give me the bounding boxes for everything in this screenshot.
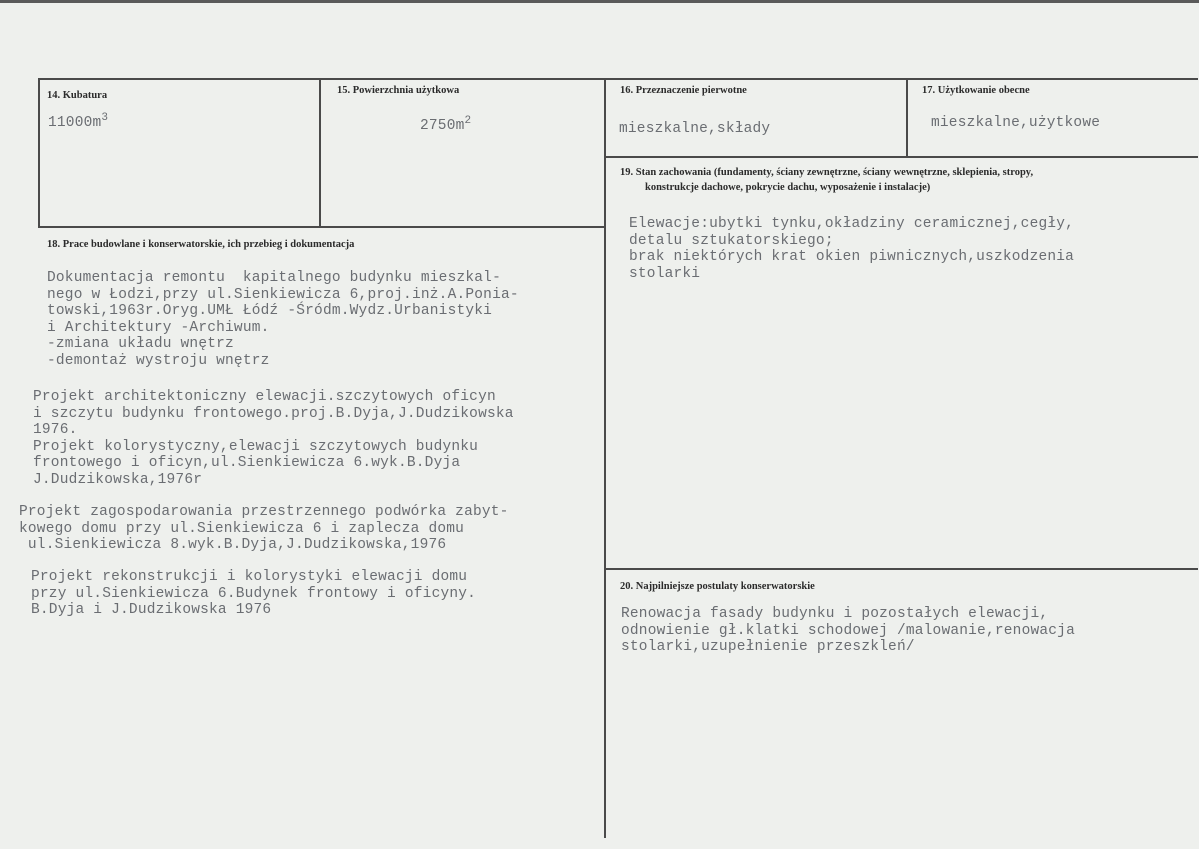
grid-line-lower-right — [604, 568, 1198, 570]
field-17-label: 17. Użytkowanie obecne — [922, 85, 1030, 96]
field-19-label-line1: 19. Stan zachowania (fundamenty, ściany zewnętrzne, ściany wewnętrzne, sklepienia, stropy, — [620, 167, 1034, 178]
field-14-value: $11000m^3$ — [48, 112, 109, 131]
field-20-value: Renowacja fasady budynku i pozostałych elewacji, odnowienie gł.klatki schodowej /malowanie,renowacja stolarki,uzupełnienie przeszkleń/ — [621, 606, 1075, 655]
field-20-label: 20. Najpilniejsze postulaty konserwatorskie — [620, 581, 815, 592]
grid-line-top — [38, 78, 1198, 80]
field-15-value: $2750m^2$ — [420, 115, 472, 134]
field-18-block-2: Projekt architektoniczny elewacji.szczytowych oficyn i szczytu budynku frontowego.proj.B.Dyja,J.Dudzikowska 1976. Projekt kolorystyczny,elewacji szczytowych budynku frontowego i oficyn,ul.Sienkiewicza 6.wyk.B.Dyja J.Dudzikowska,1976r — [33, 389, 514, 488]
grid-line-v1 — [319, 78, 321, 227]
grid-line-left — [38, 78, 40, 227]
top-edge-strip — [0, 0, 1199, 3]
field-18-block-1: Dokumentacja remontu kapitalnego budynku mieszkal- nego w Łodzi,przy ul.Sienkiewicza 6,proj.inż.A.Ponia- towski,1963r.Oryg.UMŁ Łódź -Śródm.Wydz.Urbanistyki i Architektury -Archiwum. -zmiana układu wnętrz -demontaż wystroju wnętrz — [47, 270, 519, 369]
field-18-block-4: Projekt rekonstrukcji i kolorystyki elewacji domu przy ul.Sienkiewicza 6.Budynek frontowy i oficyny. B.Dyja i J.Dudzikowska 1976 — [31, 569, 477, 618]
field-18-label: 18. Prace budowlane i konserwatorskie, ich przebieg i dokumentacja — [47, 239, 355, 250]
field-14-unit-exponent: 3 — [101, 112, 109, 125]
grid-line-v3 — [906, 78, 908, 157]
grid-line-mid-left — [38, 226, 605, 228]
field-16-label: 16. Przeznaczenie pierwotne — [620, 85, 747, 96]
field-16-value: mieszkalne,składy — [619, 121, 771, 137]
field-19-value: Elewacje:ubytki tynku,okładziny ceramicznej,cegły, detalu sztukatorskiego; brak niektórych krat okien piwnicznych,uszkodzenia stolarki — [629, 216, 1075, 282]
field-15-label: 15. Powierzchnia użytkowa — [337, 85, 460, 96]
field-14-label: 14. Kubatura — [47, 90, 108, 101]
field-18-block-3: Projekt zagospodarowania przestrzennego podwórka zabyt- kowego domu przy ul.Sienkiewicza 6 i zaplecza domu ul.Sienkiewicza 8.wyk.B.Dyja,J.Dudzikowska,1976 — [19, 504, 509, 553]
field-17-value: mieszkalne,użytkowe — [931, 115, 1101, 131]
grid-line-v2 — [604, 78, 606, 838]
grid-line-mid-right — [604, 156, 1198, 158]
field-15-unit-exponent: 2 — [464, 115, 472, 128]
field-19-label-line2: konstrukcje dachowe, pokrycie dachu, wyposażenie i instalacje) — [645, 182, 931, 193]
